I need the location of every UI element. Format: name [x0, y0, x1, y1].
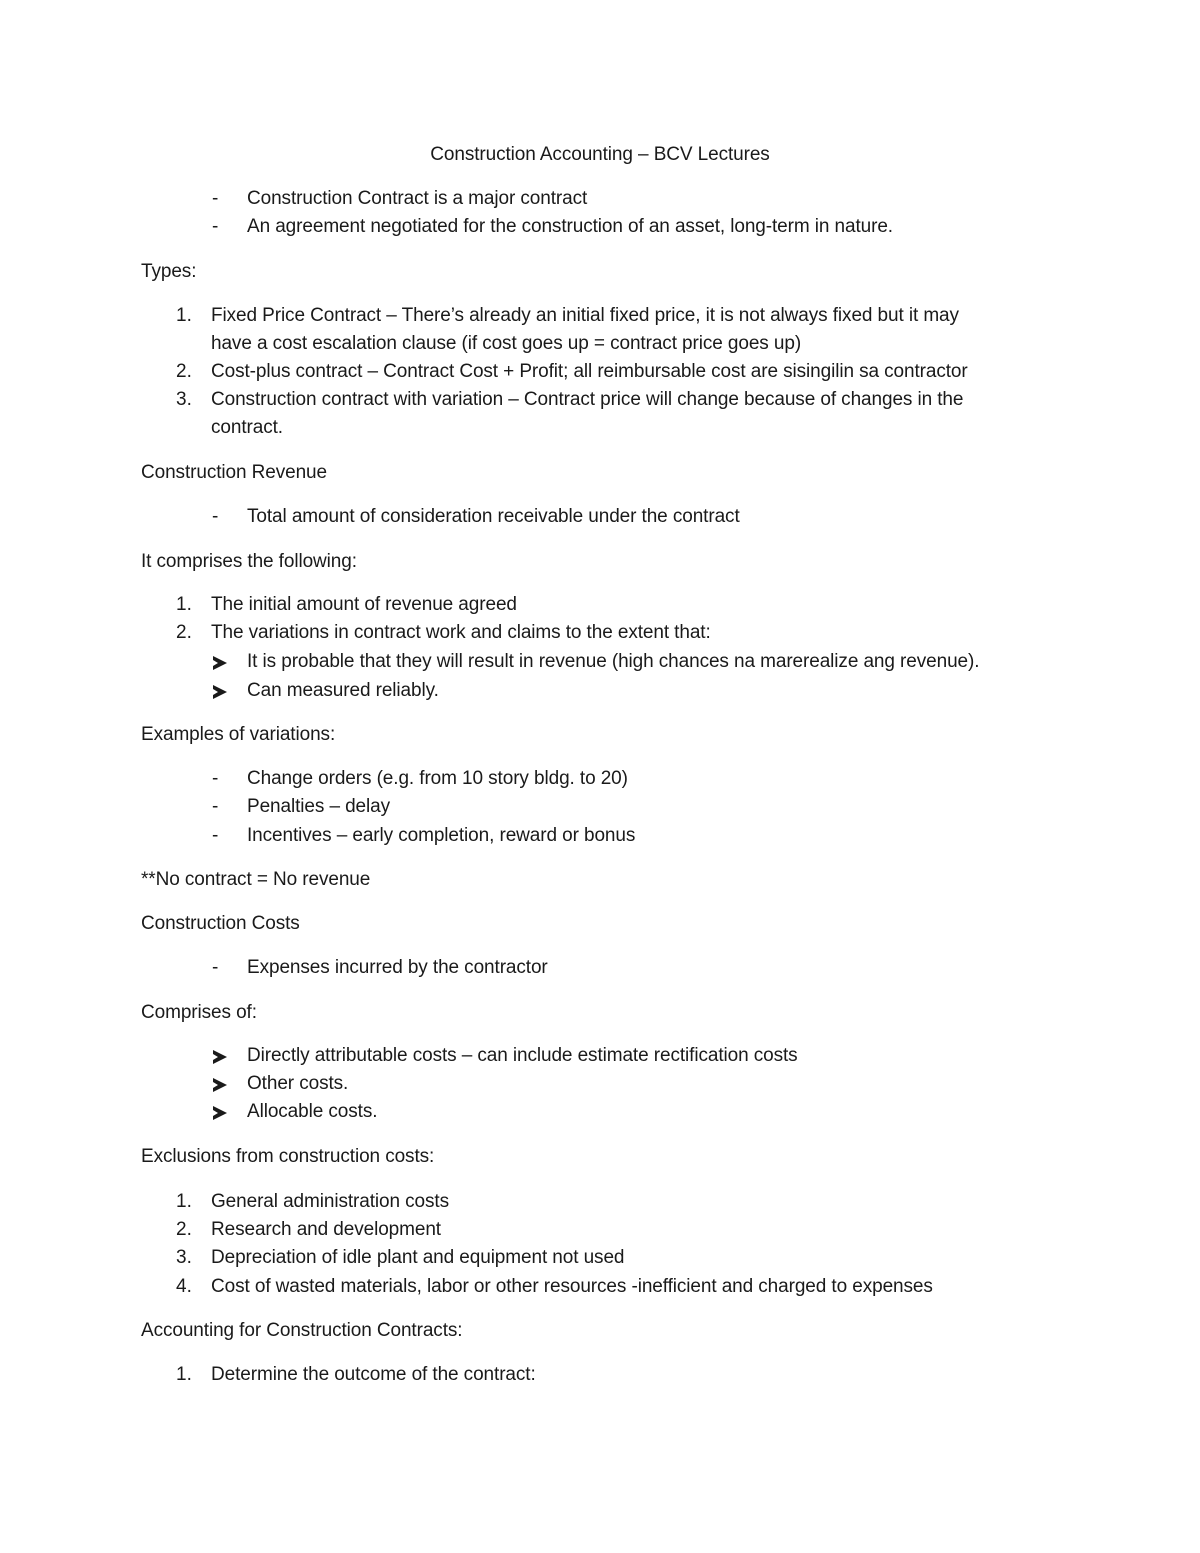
accounting-step: Determine the outcome of the contract:: [211, 1364, 536, 1385]
type-item-line: contract.: [211, 417, 283, 438]
costs-definition: Expenses incurred by the contractor: [247, 957, 548, 978]
section-heading-revenue: Construction Revenue: [141, 462, 327, 483]
type-item-line: Fixed Price Contract – There’s already an initial fixed price, it is not always fixed but it may: [211, 305, 959, 326]
arrow-bullet-icon: [213, 1106, 227, 1120]
costs-comprises-item: Directly attributable costs – can include estimate rectification costs: [247, 1045, 798, 1066]
variation-item: Penalties – delay: [247, 796, 391, 817]
costs-comprises-item: Allocable costs.: [247, 1101, 378, 1122]
list-number: 2.: [176, 1219, 192, 1240]
arrow-bullet-icon: [213, 685, 227, 699]
arrow-bullet-icon: [213, 1078, 227, 1092]
intro-item: Construction Contract is a major contract: [247, 188, 588, 209]
variations-heading: Examples of variations:: [141, 724, 336, 745]
variation-item: Incentives – early completion, reward or bonus: [247, 825, 636, 846]
accounting-heading: Accounting for Construction Contracts:: [141, 1320, 463, 1341]
costs-comprises-item: Other costs.: [247, 1073, 349, 1094]
dash-bullet: -: [212, 825, 219, 846]
dash-bullet: -: [212, 188, 219, 209]
list-number: 3.: [176, 1247, 192, 1268]
exclusions-heading: Exclusions from construction costs:: [141, 1146, 435, 1167]
revenue-comprises-heading: It comprises the following:: [141, 551, 357, 572]
types-heading: Types:: [141, 261, 197, 282]
type-item-line: Cost-plus contract – Contract Cost + Profit; all reimbursable cost are sisingilin sa contractor: [211, 361, 968, 382]
dash-bullet: -: [212, 768, 219, 789]
revenue-condition: Can measured reliably.: [247, 680, 439, 701]
intro-item: An agreement negotiated for the construction of an asset, long-term in nature.: [247, 216, 893, 237]
revenue-comprises-item: The initial amount of revenue agreed: [211, 594, 517, 615]
list-number: 1.: [176, 594, 192, 615]
list-number: 1.: [176, 1364, 192, 1385]
no-contract-note: **No contract = No revenue: [141, 869, 371, 890]
list-number: 2.: [176, 361, 192, 382]
revenue-comprises-item: The variations in contract work and claims to the extent that:: [211, 622, 711, 643]
list-number: 4.: [176, 1276, 192, 1297]
revenue-condition: It is probable that they will result in revenue (high chances na marerealize ang revenue).: [247, 651, 980, 672]
list-number: 3.: [176, 389, 192, 410]
document-title: Construction Accounting – BCV Lectures: [430, 144, 770, 165]
exclusion-item: Depreciation of idle plant and equipment not used: [211, 1247, 625, 1268]
arrow-bullet-icon: [213, 656, 227, 670]
list-number: 1.: [176, 1191, 192, 1212]
arrow-bullet-icon: [213, 1050, 227, 1064]
costs-comprises-heading: Comprises of:: [141, 1002, 257, 1023]
exclusion-item: Research and development: [211, 1219, 441, 1240]
dash-bullet: -: [212, 796, 219, 817]
revenue-definition: Total amount of consideration receivable under the contract: [247, 506, 740, 527]
exclusion-item: Cost of wasted materials, labor or other resources -inefficient and charged to expenses: [211, 1276, 933, 1297]
variation-item: Change orders (e.g. from 10 story bldg. to 20): [247, 768, 628, 789]
exclusion-item: General administration costs: [211, 1191, 449, 1212]
type-item-line: have a cost escalation clause (if cost goes up = contract price goes up): [211, 333, 802, 354]
dash-bullet: -: [212, 506, 219, 527]
type-item-line: Construction contract with variation – Contract price will change because of changes in the: [211, 389, 964, 410]
list-number: 1.: [176, 305, 192, 326]
dash-bullet: -: [212, 957, 219, 978]
list-number: 2.: [176, 622, 192, 643]
dash-bullet: -: [212, 216, 219, 237]
section-heading-costs: Construction Costs: [141, 913, 300, 934]
